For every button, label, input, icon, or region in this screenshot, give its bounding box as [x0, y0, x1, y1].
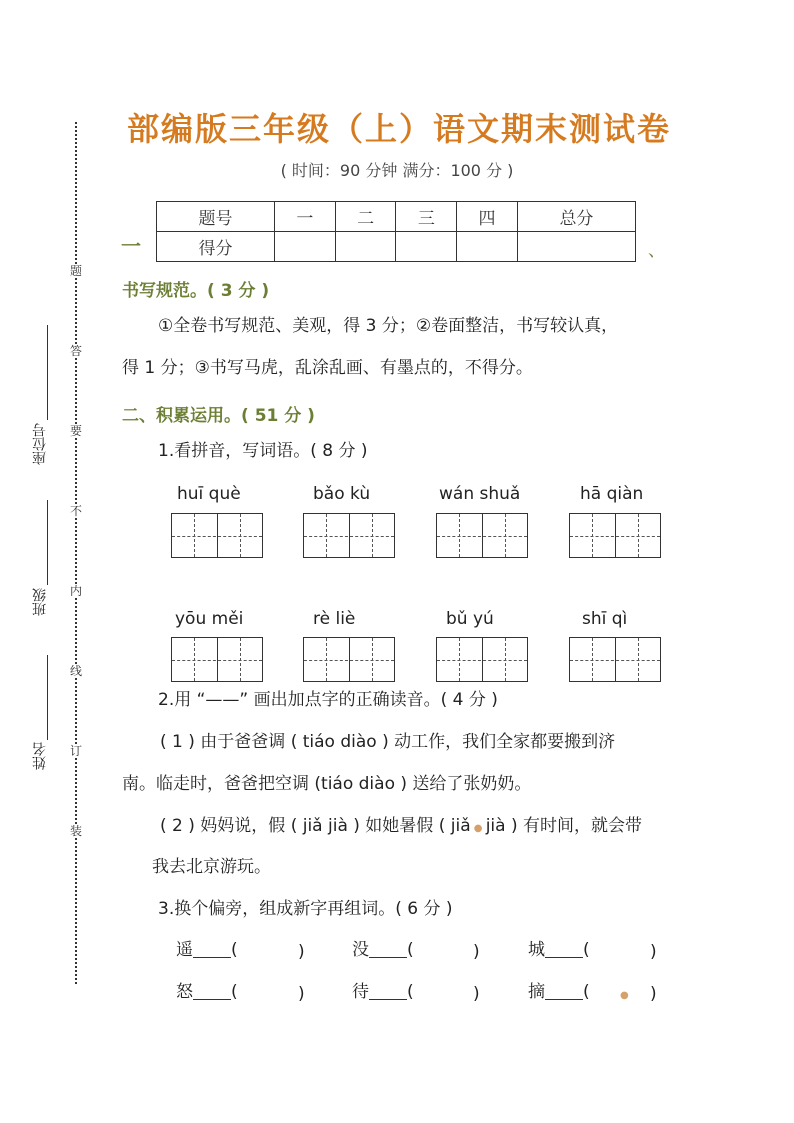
table-header-cell: 题号: [157, 202, 275, 232]
question-2-sentence: 南。临走时，爸爸把空调 (tiáo diào ) 送给了张奶奶。: [122, 774, 532, 794]
pinyin-label: bǔ yú: [446, 609, 494, 629]
binding-char: 答: [70, 344, 83, 358]
answer-blank[interactable]: [545, 998, 583, 1000]
answer-blank[interactable]: [545, 956, 583, 958]
writing-grid[interactable]: [569, 513, 661, 558]
radical-char: 摘: [528, 982, 545, 1002]
score-cell[interactable]: [275, 232, 336, 262]
table-header-cell: 二: [335, 202, 396, 232]
writing-grid[interactable]: [171, 513, 263, 558]
answer-blank[interactable]: [193, 998, 231, 1000]
paren-close: ): [650, 942, 657, 962]
binding-char: 不: [70, 504, 83, 518]
writing-grid[interactable]: [303, 637, 395, 682]
paren-open: (: [231, 940, 238, 960]
pinyin-label: hā qiàn: [580, 484, 644, 504]
binding-char: 订: [70, 744, 83, 758]
question-2-sentence: [160, 818, 642, 835]
section-number-mark: 一: [121, 234, 141, 258]
class-label: 班级: [32, 588, 48, 616]
radical-item[interactable]: [352, 942, 414, 959]
decorative-dot: ●: [620, 990, 629, 1001]
binding-char: 装: [70, 824, 83, 838]
paren-open: (: [583, 982, 590, 1002]
binding-char: 要: [70, 424, 83, 438]
score-cell[interactable]: [457, 232, 518, 262]
sentence-part: ( 2 ) 妈妈说，假 ( jiǎ jià ) 如她暑假 ( jiǎ: [160, 816, 471, 836]
class-line: [47, 500, 48, 585]
paren-open: (: [407, 982, 414, 1002]
binding-dotted-line: [75, 122, 77, 984]
writing-grid[interactable]: [436, 513, 528, 558]
radical-char: 没: [352, 940, 369, 960]
answer-blank[interactable]: [369, 956, 407, 958]
paren-close: ): [298, 984, 305, 1004]
paren-open: (: [583, 940, 590, 960]
section-1-text-line: ①全卷书写规范、美观，得 3 分；②卷面整洁，书写较认真，: [158, 316, 619, 336]
paren-open: (: [231, 982, 238, 1002]
writing-grid[interactable]: [436, 637, 528, 682]
decorative-dot: ●: [470, 823, 486, 834]
score-cell[interactable]: [335, 232, 396, 262]
radical-item[interactable]: [176, 984, 238, 1001]
paren-close: ): [298, 942, 305, 962]
section-comma-mark: 、: [648, 241, 665, 261]
name-line: [47, 655, 48, 740]
section-1-text-line: 得 1 分；③书写马虎，乱涂乱画、有墨点的，不得分。: [122, 358, 533, 378]
section-2-title: 二、积累运用。( 51 分 ): [122, 406, 315, 426]
score-cell[interactable]: [396, 232, 457, 262]
radical-char: 城: [528, 940, 545, 960]
pinyin-label: wán shuǎ: [439, 484, 521, 504]
binding-char: 题: [70, 264, 83, 278]
page-title: 部编版三年级（上）语文期末测试卷: [126, 110, 671, 148]
binding-char: 线: [70, 664, 83, 678]
answer-blank[interactable]: [369, 998, 407, 1000]
seat-number-line: [47, 325, 48, 420]
paren-close: ): [473, 984, 480, 1004]
table-header-cell: 四: [457, 202, 518, 232]
table-header-cell: 总分: [517, 202, 635, 232]
score-table: [156, 201, 636, 262]
question-2-sentence: 我去北京游玩。: [152, 857, 271, 877]
pinyin-label: rè liè: [313, 609, 356, 629]
exam-info: ( 时间：90 分钟 满分：100 分 ): [280, 161, 514, 180]
pinyin-label: bǎo kù: [313, 484, 371, 504]
section-1-title: 书写规范。( 3 分 ): [122, 281, 270, 301]
radical-item[interactable]: [352, 984, 414, 1001]
sentence-part: jià ) 有时间，就会带: [485, 816, 643, 836]
writing-grid[interactable]: [171, 637, 263, 682]
radical-item[interactable]: [176, 942, 238, 959]
answer-blank[interactable]: [193, 956, 231, 958]
paren-close: ): [473, 942, 480, 962]
radical-char: 遥: [176, 940, 193, 960]
table-header-row: [157, 202, 636, 232]
question-1-prompt: 1.看拼音，写词语。( 8 分 ): [158, 441, 368, 461]
name-label: 姓名: [32, 742, 48, 770]
question-3-prompt: 3.换个偏旁，组成新字再组词。( 6 分 ): [158, 899, 453, 919]
question-2-sentence: ( 1 ) 由于爸爸调 ( tiáo diào ) 动工作，我们全家都要搬到济: [160, 732, 616, 752]
writing-grid[interactable]: [303, 513, 395, 558]
seat-number-label: 座位号: [32, 423, 48, 465]
score-cell[interactable]: [517, 232, 635, 262]
paren-open: (: [407, 940, 414, 960]
binding-char: 内: [70, 584, 83, 598]
row-label: 得分: [157, 232, 275, 262]
radical-item[interactable]: [528, 942, 590, 959]
pinyin-label: shī qì: [582, 609, 628, 629]
pinyin-label: huī què: [177, 484, 241, 504]
writing-grid[interactable]: [569, 637, 661, 682]
radical-item[interactable]: [528, 984, 590, 1001]
radical-char: 怒: [176, 982, 193, 1002]
table-header-cell: 三: [396, 202, 457, 232]
pinyin-label: yōu měi: [175, 609, 244, 629]
question-2-prompt: 2.用 “——” 画出加点字的正确读音。( 4 分 ): [158, 690, 498, 710]
table-header-cell: 一: [275, 202, 336, 232]
paren-close: ): [650, 984, 657, 1004]
table-row: [157, 232, 636, 262]
radical-char: 待: [352, 982, 369, 1002]
